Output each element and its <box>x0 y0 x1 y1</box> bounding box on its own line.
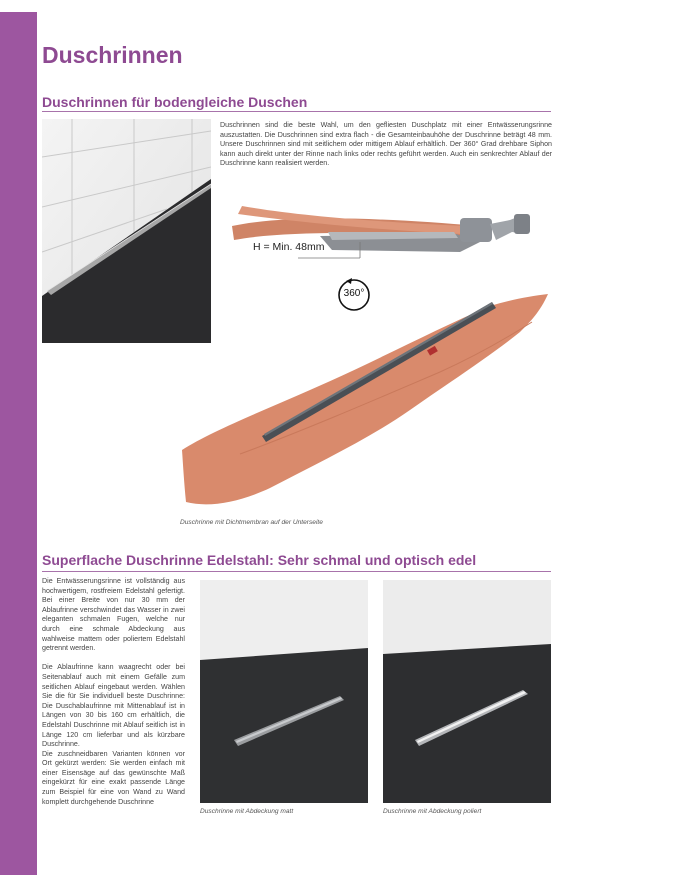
rotation-label: 360° <box>343 288 365 299</box>
section-rule <box>42 571 551 572</box>
drain-matt-photo <box>200 580 368 803</box>
caption-matt: Duschrinne mit Abdeckung matt <box>200 808 294 815</box>
page-title: Duschrinnen <box>42 42 183 68</box>
height-label: H = Min. 48mm <box>253 241 325 253</box>
drain-membrane-photo <box>180 292 550 510</box>
section-rule <box>42 111 551 112</box>
intro-paragraph: Duschrinnen sind die beste Wahl, um den gefliesten Duschplatz mit einer Entwässerungsrinne auszustatten. Die Duschrinnen sind extra flach - die Gesamteinbauhöhe der Duschrinne beträgt 48 mm. Unsere Duschrinnen sind mit seitlichem oder mittigem Ablauf erhältlich. Der 360° Grad drehbare Siphon kann auch direkt unter der Rinne nach links oder rechts geführt werden. Auch ein senkrechter Ablauf der Duschrinne kann realisiert werden. <box>220 121 552 168</box>
paragraph-1: Die Entwässerungsrinne ist vollständig aus hochwertigem, rostfreiem Edelstahl gefertigt. Bei einer Breite von nur 30 mm der Ablaufrinne verschwindet das Wasser in zwei eleganten schmalen Fugen, welche nur durch eine schmale Abdeckung aus wahlweise mattem oder poliertem Edelstahl getrennt werden. <box>42 577 185 653</box>
side-accent-bar <box>0 12 37 875</box>
paragraph-3: Die zuschneidbaren Varianten können vor Ort gekürzt werden: Sie werden einfach mit einer Eisensäge auf das gewünschte Maß eingekürzt für eine exakt passende Länge zum Beispiel für eine von Wand zu Wand komplett durchgehende Duschrinne <box>42 749 185 806</box>
section-heading-bodengleich: Duschrinnen für bodengleiche Duschen <box>42 94 308 110</box>
section-heading-edelstahl: Superflache Duschrinne Edelstahl: Sehr schmal und optisch edel <box>42 552 477 568</box>
drain-profile-photo <box>228 192 538 266</box>
body-column <box>42 577 185 807</box>
drain-poliert-photo <box>383 580 551 803</box>
membrane-caption: Duschrinne mit Dichtmembran auf der Unterseite <box>180 519 323 526</box>
caption-poliert: Duschrinne mit Abdeckung poliert <box>383 808 482 815</box>
paragraph-2: Die Ablaufrinne kann waagrecht oder bei Seitenablauf auch mit einem Gefälle zum seitlichen Ablauf eingebaut werden. Wählen Sie die für Sie individuell beste Duschrinne: Die Duschablaufrinne mit Mittenablauf ist in Längen von 30 bis 160 cm erhältlich, die Edelstahl Duschrinne mit Ablauf seitlich ist in Länge 120 cm lieferbar und als kürzbare Duschrinne. <box>42 663 185 749</box>
